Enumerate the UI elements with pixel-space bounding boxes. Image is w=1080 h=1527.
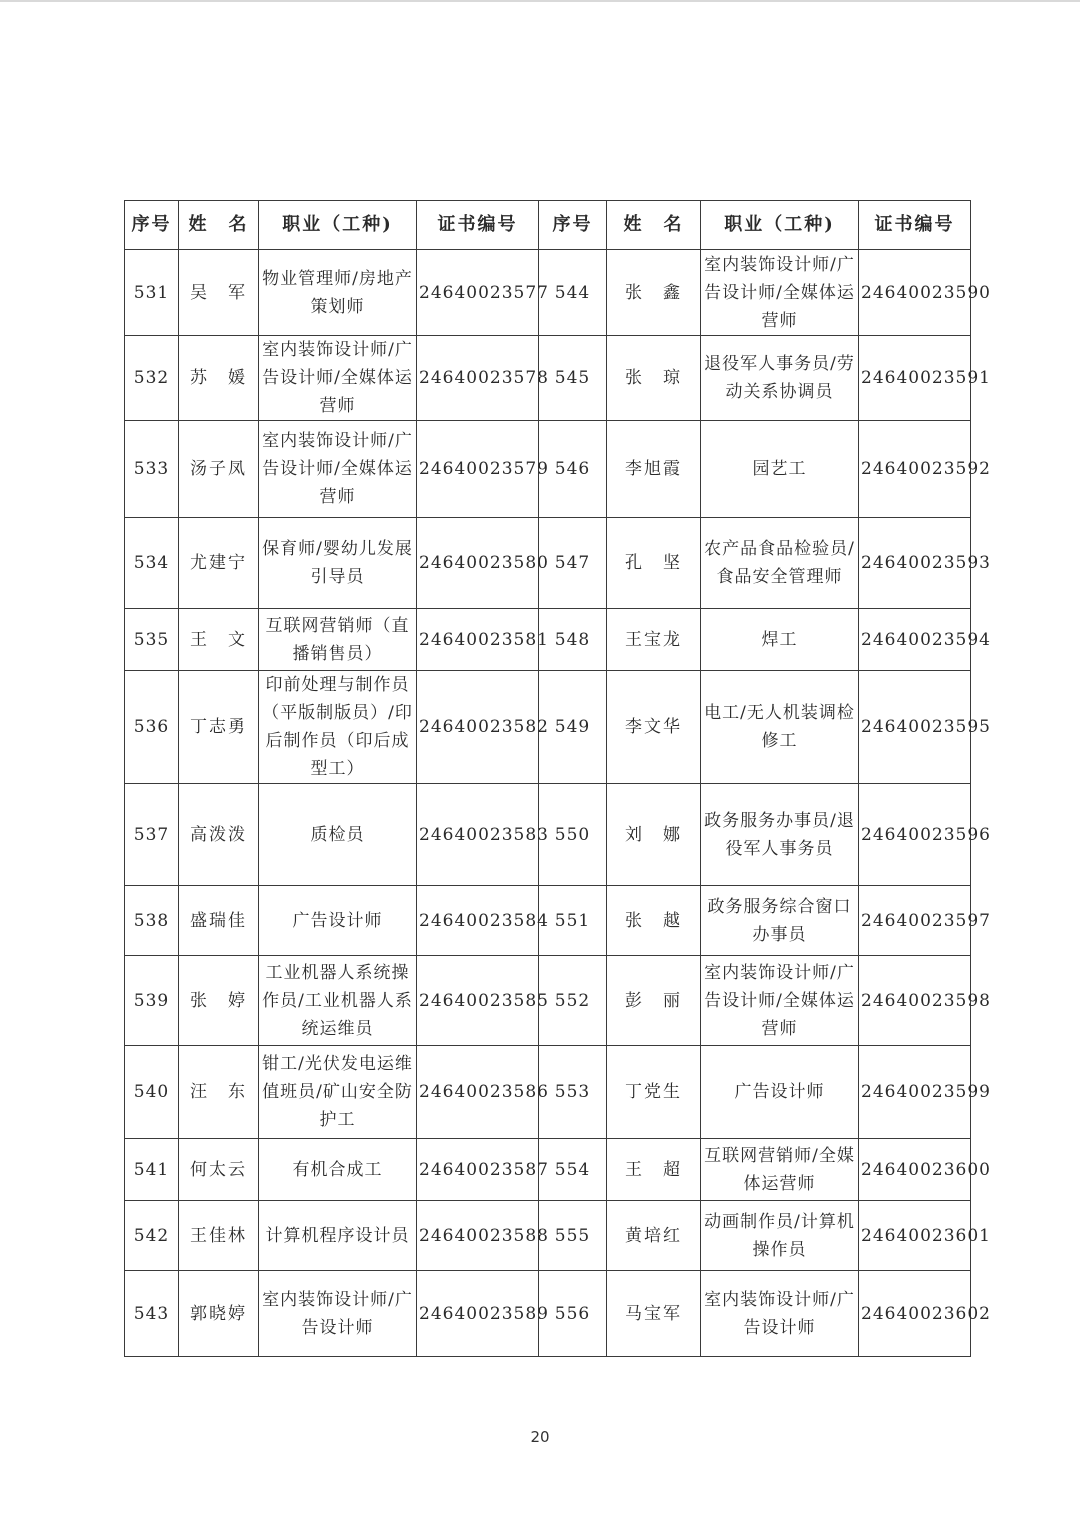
certificate-number-cell: 24640023578 — [417, 336, 539, 421]
serial-number-cell: 543 — [125, 1271, 179, 1357]
certificate-number-cell: 24640023580 — [417, 518, 539, 609]
occupation-cell: 动画制作员/计算机操作员 — [701, 1201, 859, 1271]
certificate-number-cell: 24640023594 — [859, 609, 971, 671]
table-row — [125, 1271, 971, 1357]
certificate-number-cell: 24640023597 — [859, 886, 971, 956]
serial-number-cell: 541 — [125, 1139, 179, 1201]
certificate-number-cell: 24640023599 — [859, 1046, 971, 1139]
occupation-cell: 印前处理与制作员（平版制版员）/印后制作员（印后成型工） — [259, 671, 417, 784]
certificate-number-cell: 24640023579 — [417, 421, 539, 518]
occupation-cell: 室内装饰设计师/广告设计师/全媒体运营师 — [259, 421, 417, 518]
person-name-cell: 尤建宁 — [179, 518, 259, 609]
certificate-number-cell: 24640023577 — [417, 250, 539, 336]
occupation-cell: 室内装饰设计师/广告设计师/全媒体运营师 — [701, 250, 859, 336]
serial-number-cell: 542 — [125, 1201, 179, 1271]
header-cert-right: 证书编号 — [859, 201, 971, 250]
header-no-left: 序号 — [125, 201, 179, 250]
person-name-cell: 郭晓婷 — [179, 1271, 259, 1357]
serial-number-cell: 535 — [125, 609, 179, 671]
occupation-cell: 质检员 — [259, 784, 417, 886]
serial-number-cell: 553 — [539, 1046, 607, 1139]
person-name-cell: 张 越 — [607, 886, 701, 956]
certificate-number-cell: 24640023595 — [859, 671, 971, 784]
serial-number-cell: 547 — [539, 518, 607, 609]
occupation-cell: 退役军人事务员/劳动关系协调员 — [701, 336, 859, 421]
occupation-cell: 互联网营销师（直播销售员） — [259, 609, 417, 671]
table-row — [125, 336, 971, 421]
certificate-number-cell: 24640023598 — [859, 956, 971, 1046]
header-name-right: 姓 名 — [607, 201, 701, 250]
serial-number-cell: 532 — [125, 336, 179, 421]
occupation-cell: 广告设计师 — [259, 886, 417, 956]
person-name-cell: 李文华 — [607, 671, 701, 784]
occupation-cell: 保育师/婴幼儿发展引导员 — [259, 518, 417, 609]
person-name-cell: 王 超 — [607, 1139, 701, 1201]
person-name-cell: 何太云 — [179, 1139, 259, 1201]
person-name-cell: 马宝军 — [607, 1271, 701, 1357]
person-name-cell: 张 婷 — [179, 956, 259, 1046]
occupation-cell: 电工/无人机装调检修工 — [701, 671, 859, 784]
serial-number-cell: 538 — [125, 886, 179, 956]
person-name-cell: 彭 丽 — [607, 956, 701, 1046]
header-occupation-left: 职业（工种) — [259, 201, 417, 250]
certificate-number-cell: 24640023600 — [859, 1139, 971, 1201]
table-row — [125, 1046, 971, 1139]
certificate-table — [124, 200, 991, 1357]
serial-number-cell: 556 — [539, 1271, 607, 1357]
table-header-row — [125, 201, 971, 250]
certificate-number-cell: 24640023585 — [417, 956, 539, 1046]
table-row — [125, 250, 971, 336]
person-name-cell: 吴 军 — [179, 250, 259, 336]
certificate-number-cell: 24640023592 — [859, 421, 971, 518]
person-name-cell: 丁志勇 — [179, 671, 259, 784]
occupation-cell: 农产品食品检验员/食品安全管理师 — [701, 518, 859, 609]
occupation-cell: 计算机程序设计员 — [259, 1201, 417, 1271]
occupation-cell: 室内装饰设计师/广告设计师/全媒体运营师 — [259, 336, 417, 421]
serial-number-cell: 552 — [539, 956, 607, 1046]
occupation-cell: 焊工 — [701, 609, 859, 671]
person-name-cell: 王 文 — [179, 609, 259, 671]
occupation-cell: 政务服务综合窗口办事员 — [701, 886, 859, 956]
serial-number-cell: 548 — [539, 609, 607, 671]
serial-number-cell: 554 — [539, 1139, 607, 1201]
certificate-number-cell: 24640023589 — [417, 1271, 539, 1357]
serial-number-cell: 539 — [125, 956, 179, 1046]
occupation-cell: 钳工/光伏发电运维值班员/矿山安全防护工 — [259, 1046, 417, 1139]
person-name-cell: 孔 坚 — [607, 518, 701, 609]
certificate-number-cell: 24640023587 — [417, 1139, 539, 1201]
person-name-cell: 盛瑞佳 — [179, 886, 259, 956]
person-name-cell: 王宝龙 — [607, 609, 701, 671]
header-no-right: 序号 — [539, 201, 607, 250]
header-occupation-right: 职业（工种) — [701, 201, 859, 250]
certificate-number-cell: 24640023584 — [417, 886, 539, 956]
occupation-cell: 室内装饰设计师/广告设计师 — [259, 1271, 417, 1357]
serial-number-cell: 545 — [539, 336, 607, 421]
table-row — [125, 609, 971, 671]
person-name-cell: 黄培红 — [607, 1201, 701, 1271]
page-number: 20 — [530, 1428, 550, 1446]
occupation-cell: 园艺工 — [701, 421, 859, 518]
serial-number-cell: 550 — [539, 784, 607, 886]
certificate-number-cell: 24640023593 — [859, 518, 971, 609]
serial-number-cell: 544 — [539, 250, 607, 336]
header-name-left: 姓 名 — [179, 201, 259, 250]
person-name-cell: 汪 东 — [179, 1046, 259, 1139]
table-row — [125, 518, 971, 609]
occupation-cell: 物业管理师/房地产策划师 — [259, 250, 417, 336]
table-body — [125, 250, 991, 1357]
table-row — [125, 1201, 971, 1271]
occupation-cell: 有机合成工 — [259, 1139, 417, 1201]
occupation-cell: 广告设计师 — [701, 1046, 859, 1139]
occupation-cell: 工业机器人系统操作员/工业机器人系统运维员 — [259, 956, 417, 1046]
serial-number-cell: 551 — [539, 886, 607, 956]
certificate-number-cell: 24640023583 — [417, 784, 539, 886]
person-name-cell: 李旭霞 — [607, 421, 701, 518]
serial-number-cell: 531 — [125, 250, 179, 336]
header-cert-left: 证书编号 — [417, 201, 539, 250]
certificate-number-cell: 24640023586 — [417, 1046, 539, 1139]
serial-number-cell: 534 — [125, 518, 179, 609]
person-name-cell: 苏 媛 — [179, 336, 259, 421]
person-name-cell: 王佳林 — [179, 1201, 259, 1271]
serial-number-cell: 549 — [539, 671, 607, 784]
certificate-number-cell: 24640023590 — [859, 250, 971, 336]
person-name-cell: 张 鑫 — [607, 250, 701, 336]
page-top-edge — [0, 0, 1080, 2]
table-row — [125, 886, 971, 956]
certificate-number-cell: 24640023601 — [859, 1201, 971, 1271]
certificate-number-cell: 24640023602 — [859, 1271, 971, 1357]
table-row — [125, 956, 971, 1046]
certificate-number-cell: 24640023588 — [417, 1201, 539, 1271]
serial-number-cell: 546 — [539, 421, 607, 518]
serial-number-cell: 540 — [125, 1046, 179, 1139]
table-row — [125, 671, 971, 784]
table-row — [125, 421, 971, 518]
certificate-number-cell: 24640023582 — [417, 671, 539, 784]
occupation-cell: 室内装饰设计师/广告设计师 — [701, 1271, 859, 1357]
serial-number-cell: 533 — [125, 421, 179, 518]
person-name-cell: 张 琼 — [607, 336, 701, 421]
serial-number-cell: 536 — [125, 671, 179, 784]
certificate-number-cell: 24640023596 — [859, 784, 971, 886]
occupation-cell: 室内装饰设计师/广告设计师/全媒体运营师 — [701, 956, 859, 1046]
person-name-cell: 汤子凤 — [179, 421, 259, 518]
serial-number-cell: 555 — [539, 1201, 607, 1271]
occupation-cell: 互联网营销师/全媒体运营师 — [701, 1139, 859, 1201]
serial-number-cell: 537 — [125, 784, 179, 886]
certificate-number-cell: 24640023581 — [417, 609, 539, 671]
person-name-cell: 丁党生 — [607, 1046, 701, 1139]
certificate-number-cell: 24640023591 — [859, 336, 971, 421]
occupation-cell: 政务服务办事员/退役军人事务员 — [701, 784, 859, 886]
table-row — [125, 784, 971, 886]
person-name-cell: 高泼泼 — [179, 784, 259, 886]
table-row — [125, 1139, 971, 1201]
person-name-cell: 刘 娜 — [607, 784, 701, 886]
